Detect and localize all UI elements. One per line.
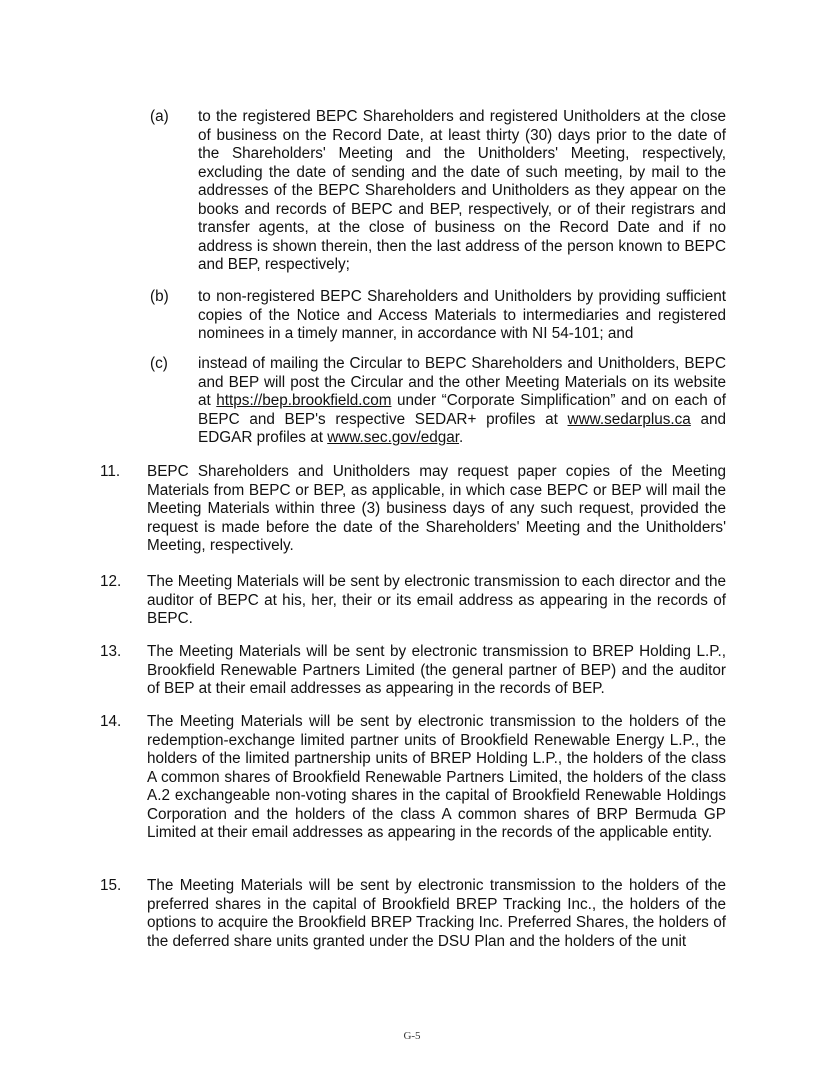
sub-item-text-part: instead of mailing the Circular to BEPC Shareholders and Unitholders, BEPC and BEP will post the Circular and the other Meeting Materials on its website at bbox=[198, 355, 726, 409]
paragraph-text: BEPC Shareholders and Unitholders may request paper copies of the Meeting Materials from BEPC or BEP, as applicable, in which case BEPC or BEP will mail the Meeting Materials within three (3) business days of any such request, provided the request is made before the date of the Shareholders' Meeting and the Unitholders' Meeting, respectively. bbox=[147, 463, 726, 554]
sub-item-text: to the registered BEPC Shareholders and registered Unitholders at the close of business on the Record Date, at least thirty (30) days prior to the date of the Shareholders' Meeting and the Unitholders' Meeting, respectively, excluding the date of sending and the date of such meeting, by mail to the addresses of the BEPC Shareholders and Unitholders as they appear on the books and records of BEPC and BEP, respectively, or of their registrars and transfer agents, at the close of business on the Record Date and if no address is shown therein, then the last address of the person known to BEPC and BEP, respectively; bbox=[198, 108, 726, 273]
sub-item-text bbox=[198, 355, 726, 448]
sub-item-text: to non-registered BEPC Shareholders and Unitholders by providing sufficient copies of the Notice and Access Materials to intermediaries and registered nominees in a timely manner, in accordance with NI 54-101; and bbox=[198, 288, 726, 342]
bep-website-link[interactable]: https://bep.brookfield.com bbox=[216, 392, 392, 409]
sub-item-c bbox=[150, 355, 726, 448]
sub-item-text-part: under “Corporate Simplification” and on each of BEPC and BEP's respective SEDAR+ profiles at bbox=[198, 392, 727, 428]
numbered-paragraph-12 bbox=[100, 573, 726, 629]
sub-item-label: (b) bbox=[150, 288, 169, 305]
numbered-paragraph-15 bbox=[100, 877, 726, 951]
paragraph-number: 13. bbox=[100, 643, 122, 660]
sedarplus-link[interactable]: www.sedarplus.ca bbox=[567, 410, 691, 428]
sub-item-label: (c) bbox=[150, 355, 168, 372]
numbered-paragraph-13 bbox=[100, 643, 726, 699]
paragraph-number: 15. bbox=[100, 877, 122, 894]
edgar-link[interactable]: www.sec.gov/edgar bbox=[327, 429, 460, 446]
paragraph-text: The Meeting Materials will be sent by electronic transmission to each director and the auditor of BEPC at his, her, their or its email address as appearing in the records of BEPC. bbox=[147, 573, 726, 627]
numbered-paragraph-14 bbox=[100, 713, 726, 843]
paragraph-text: The Meeting Materials will be sent by electronic transmission to the holders of the redemption-exchange limited partner units of Brookfield Renewable Energy L.P., the holders of the limited partnership units of BREP Holding L.P., the holders of the class A common shares of Brookfield Renewable Partners Limited, the holders of the class A.2 exchangeable non-voting shares in the capital of Brookfield Renewable Holdings Corporation and the holders of the class A common shares of BRP Bermuda GP Limited at their email addresses as appearing in the records of the applicable entity. bbox=[147, 713, 726, 841]
sub-item-a bbox=[150, 108, 726, 275]
paragraph-number: 11. bbox=[100, 463, 121, 480]
sub-item-text-part: . bbox=[459, 429, 464, 446]
paragraph-number: 14. bbox=[100, 713, 122, 730]
paragraph-number: 12. bbox=[100, 573, 122, 590]
sub-item-b bbox=[150, 288, 726, 344]
numbered-paragraph-11 bbox=[100, 463, 726, 556]
sub-item-text-part: and EDGAR profiles at bbox=[198, 410, 727, 446]
paragraph-text: The Meeting Materials will be sent by electronic transmission to BREP Holding L.P., Brookfield Renewable Partners Limited (the general partner of BEP) and the auditor of BEP at their email addresses as appearing in the records of BEP. bbox=[147, 643, 726, 697]
page-number: G-5 bbox=[403, 1030, 421, 1042]
sub-item-label: (a) bbox=[150, 108, 169, 125]
paragraph-text: The Meeting Materials will be sent by electronic transmission to the holders of the preferred shares in the capital of Brookfield BREP Tracking Inc., the holders of the options to acquire the Brookfield BREP Tracking Inc. Preferred Shares, the holders of the deferred share units granted under the DSU Plan and the holders of the unit bbox=[147, 877, 726, 950]
